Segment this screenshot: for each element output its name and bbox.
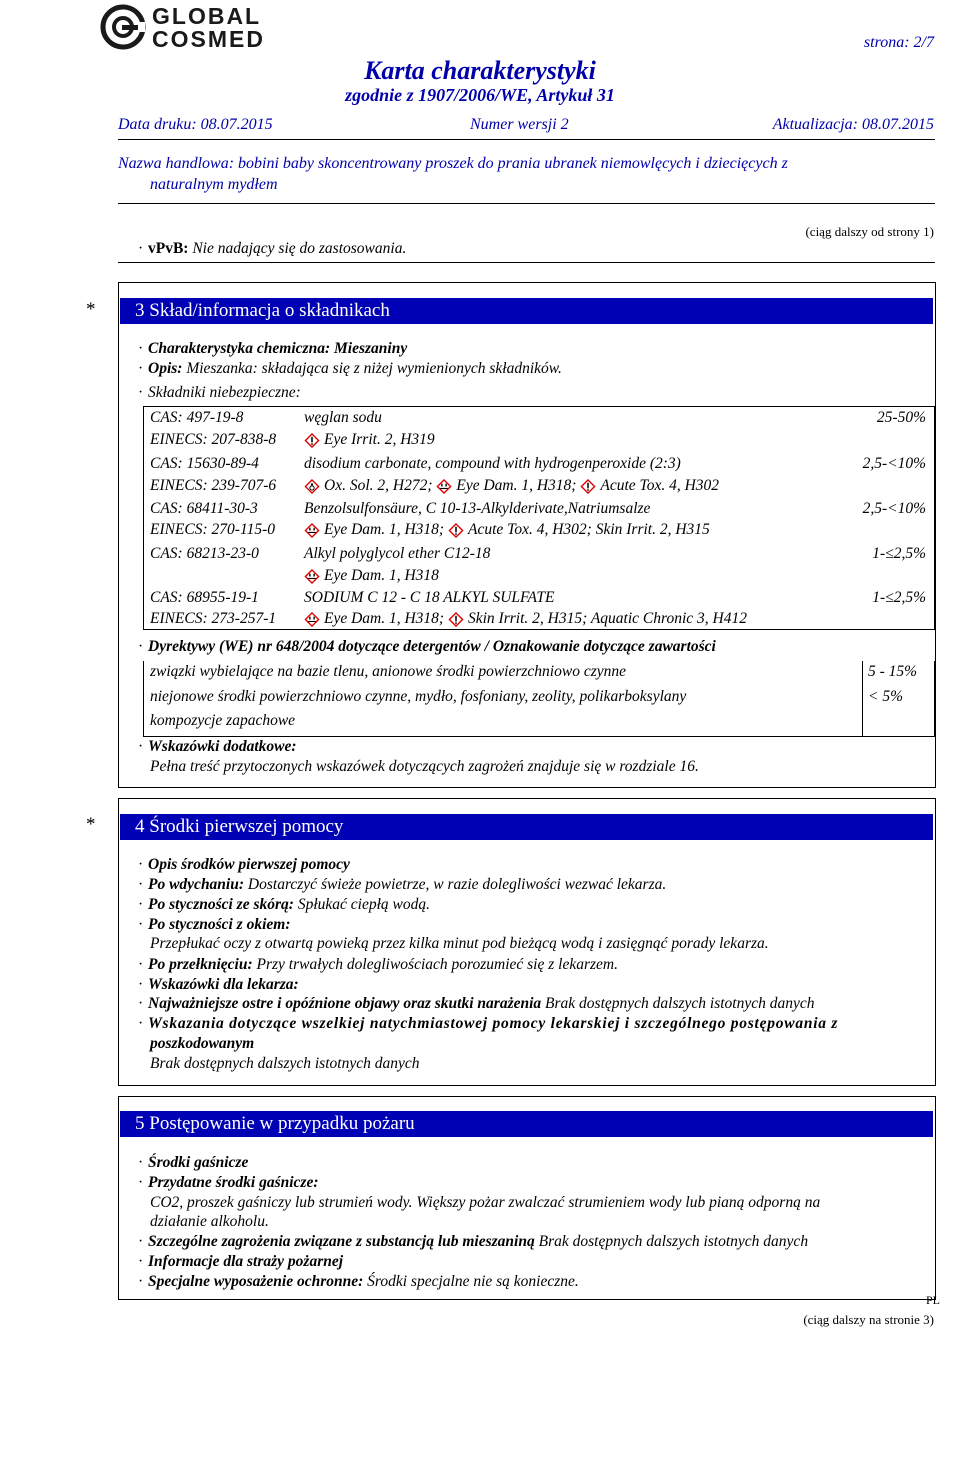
component-3-einecs: EINECS: 270-115-0 [150, 521, 275, 538]
component-5-name: SODIUM C 12 - C 18 ALKYL SULFATE [304, 589, 555, 606]
component-5-hazards [304, 610, 747, 628]
component-2-einecs: EINECS: 239-707-6 [150, 477, 277, 494]
first-aid-description: · Opis środków pierwszej pomocy [138, 856, 350, 873]
component-1-hazard [304, 431, 435, 449]
section-3-change-marker: * [86, 299, 96, 320]
component-2-hazard-1: Ox. Sol. 2, H272; [324, 477, 433, 494]
component-1-einecs: EINECS: 207-838-8 [150, 431, 277, 448]
document-subtitle: zgodnie z 1907/2006/WE, Artykuł 31 [345, 85, 615, 105]
doctor-notes-label: Wskazówki dla lekarza: [148, 976, 299, 993]
symptoms-line: · Najważniejsze ostre i opóźnione objawy oraz skutki narażenia Brak dostępnych dalszych istotnych danych [138, 995, 815, 1012]
hazardous-components-label: Składniki niebezpieczne: [148, 384, 301, 401]
component-5-cas: CAS: 68955-19-1 [150, 589, 259, 606]
corrosion-pictogram-icon [304, 569, 320, 584]
suitable-media-text-1: CO2, proszek gaśniczy lub strumień wody. Większy pożar zwalczać strumieniem wody lub pianą odporną na [150, 1194, 821, 1211]
protective-equipment-text: Środki specjalne nie są konieczne. [367, 1273, 579, 1290]
corrosion-pictogram-icon [304, 523, 320, 538]
detergent-contents-table [143, 661, 935, 737]
detergent-row-1-value: 5 - 15% [868, 663, 918, 680]
logo-text-cosmed: COSMED [152, 26, 265, 52]
components-table [143, 406, 935, 630]
detergent-table-column-divider [862, 661, 863, 736]
detergent-row-1-label: związki wybielające na bazie tlenu, anionowe środki powierzchniowo czynne [150, 663, 626, 680]
firefighters-info: · Informacje dla straży pożarnej [138, 1253, 344, 1270]
component-3-hazards [304, 521, 710, 539]
component-1-hazard-text: Eye Irrit. 2, H319 [324, 431, 435, 448]
skin-contact-label: Po styczności ze skórą: [148, 896, 294, 913]
vpvb-divider [118, 262, 935, 263]
inhalation-text: Dostarczyć świeże powietrze, w razie dolegliwości wezwać lekarza. [247, 876, 667, 893]
description-text: Mieszanka: składająca się z niżej wymienionych składników. [186, 360, 562, 377]
hazardous-components-line: · Składniki niebezpieczne: [138, 384, 301, 401]
logo-g-icon [100, 4, 146, 50]
company-logo [100, 4, 300, 50]
skin-contact-line: · Po styczności ze skórą: Spłukać ciepłą wodą. [138, 896, 430, 913]
swallowing-line: · Po przełknięciu: Przy trwałych dolegliwościach porozumieć się z lekarzem. [138, 956, 618, 973]
page-number: strona: 2/7 [863, 34, 934, 51]
component-3-name: Benzolsulfonsäure, C 10-13-Alkylderivate,Natriumsalze [304, 500, 651, 517]
component-2-hazards [304, 477, 719, 495]
suitable-media-label: Przydatne środki gaśnicze: [148, 1174, 319, 1191]
exclamation-pictogram-icon [448, 523, 464, 538]
section-3-title: 3 Skład/informacja o składnikach [120, 298, 933, 324]
component-2-cas: CAS: 15630-89-4 [150, 455, 259, 472]
component-2-hazard-3: Acute Tox. 4, H302 [600, 477, 720, 494]
detergent-row-2-label: niejonowe środki powierzchniowo czynne, mydło, fosfoniany, zeolity, polikarboksylany [150, 688, 687, 705]
component-3-cas: CAS: 68411-30-3 [150, 500, 258, 517]
doctor-notes-line: · Wskazówki dla lekarza: [138, 976, 299, 993]
eye-contact-line: · Po styczności z okiem: [138, 916, 291, 933]
extinguishing-media: · Środki gaśnicze [138, 1154, 249, 1171]
swallowing-label: Po przełknięciu: [148, 956, 253, 973]
additional-notes-text: Pełna treść przytoczonych wskazówek dotyczących zagrożeń znajduje się w rozdziale 16. [150, 758, 699, 775]
version-number: Numer wersji 2 [470, 116, 569, 133]
section-5-title: 5 Postępowanie w przypadku pożaru [120, 1111, 933, 1137]
component-2-hazard-2: Eye Dam. 1, H318; [456, 477, 577, 494]
detergent-row-3-label: kompozycje zapachowe [150, 712, 296, 729]
exclamation-pictogram-icon [448, 612, 464, 627]
vpvb-line: · vPvB: Nie nadający się do zastosowania. [138, 240, 407, 257]
immediate-aid-label-1: Wskazania dotyczące wszelkiej natychmiastowej pomocy lekarskiej i szczególnego postępowania z [148, 1015, 839, 1032]
description-label: Opis: [148, 360, 183, 377]
trade-name-line-1: Nazwa handlowa: bobini baby skoncentrowany proszek do prania ubranek niemowlęcych i dziecięcych z [118, 155, 788, 172]
special-hazards-line: · Szczególne zagrożenia związane z substancją lub mieszaniną Brak dostępnych dalszych istotnych danych [138, 1233, 809, 1250]
component-2-name: disodium carbonate, compound with hydrogenperoxide (2:3) [304, 455, 681, 472]
inhalation-label: Po wdychaniu: [148, 876, 245, 893]
firefighters-info-label: Informacje dla straży pożarnej [148, 1253, 344, 1270]
eye-contact-label: Po styczności z okiem: [148, 916, 291, 933]
continued-from: (ciąg dalszy od strony 1) [805, 224, 934, 239]
additional-notes-line: · Wskazówki dodatkowe: [138, 738, 297, 755]
continued-to: (ciąg dalszy na stronie 3) [803, 1312, 934, 1327]
exclamation-pictogram-icon [580, 479, 596, 494]
language-code: PL [925, 1293, 940, 1307]
trade-name-divider [118, 203, 935, 204]
special-hazards-label: Szczególne zagrożenia związane z substancją lub mieszaniną [148, 1233, 535, 1250]
first-aid-description-label: Opis środków pierwszej pomocy [148, 856, 350, 873]
header-divider [118, 139, 935, 140]
component-4-hazard-1: Eye Dam. 1, H318 [324, 567, 439, 584]
component-4-name: Alkyl polyglycol ether C12-18 [304, 545, 491, 562]
detergent-row-2-value: < 5% [868, 688, 903, 705]
exclamation-pictogram-icon [304, 433, 320, 448]
immediate-aid-label-2: poszkodowanym [150, 1035, 255, 1052]
immediate-aid-line: · Wskazania dotyczące wszelkiej natychmiastowej pomocy lekarskiej i szczególnego postępowania z [138, 1015, 839, 1032]
swallowing-text: Przy trwałych dolegliwościach porozumieć się z lekarzem. [256, 956, 618, 973]
component-3-hazard-2: Acute Tox. 4, H302; Skin Irrit. 2, H315 [467, 521, 710, 538]
component-2-percentage: 2,5-<10% [862, 455, 926, 472]
chemical-characteristics: · Charakterystyka chemiczna: Mieszaniny [138, 340, 408, 357]
protective-equipment-label: Specjalne wyposażenie ochronne: [148, 1273, 364, 1290]
section-4-change-marker: * [86, 814, 96, 835]
component-1-percentage: 25-50% [876, 409, 926, 426]
component-5-hazard-1: Eye Dam. 1, H318; [324, 610, 445, 627]
document-title: Karta charakterystyki [364, 56, 596, 85]
detergent-directive-line: · Dyrektywy (WE) nr 648/2004 dotyczące detergentów / Oznakowanie dotyczące zawartości [138, 638, 716, 655]
additional-notes-label: Wskazówki dodatkowe: [148, 738, 297, 755]
eye-contact-text: Przepłukać oczy z otwartą powieką przez kilka minut pod bieżącą wodą i zasięgnąć porady lekarza. [150, 935, 769, 952]
component-5-percentage: 1-≤2,5% [872, 589, 926, 606]
corrosion-pictogram-icon [436, 479, 452, 494]
component-5-hazard-2: Skin Irrit. 2, H315; Aquatic Chronic 3, H412 [467, 610, 747, 627]
symptoms-label: Najważniejsze ostre i opóźnione objawy oraz skutki narażenia [148, 995, 542, 1012]
component-4-cas: CAS: 68213-23-0 [150, 545, 259, 562]
protective-equipment-line: · Specjalne wyposażenie ochronne: Środki specjalne nie są konieczne. [138, 1273, 579, 1290]
component-4-hazards [304, 567, 439, 585]
component-1-cas: CAS: 497-19-8 [150, 409, 244, 426]
vpvb-label: vPvB: [148, 240, 189, 257]
component-4-percentage: 1-≤2,5% [872, 545, 926, 562]
detergent-directive-label: Dyrektywy (WE) nr 648/2004 dotyczące detergentów / Oznakowanie dotyczące zawartości [148, 638, 716, 655]
special-hazards-text: Brak dostępnych dalszych istotnych danych [538, 1233, 809, 1250]
suitable-media-text-2: działanie alkoholu. [150, 1213, 269, 1230]
immediate-aid-text: Brak dostępnych dalszych istotnych danych [150, 1055, 420, 1072]
description-line: · Opis: Mieszanka: składająca się z niżej wymienionych składników. [138, 360, 562, 377]
component-1-name: węglan sodu [304, 409, 382, 426]
symptoms-text: Brak dostępnych dalszych istotnych danych [545, 995, 815, 1012]
logo-text-global: GLOBAL [152, 3, 262, 29]
component-3-hazard-1: Eye Dam. 1, H318; [324, 521, 445, 538]
skin-contact-text: Spłukać ciepłą wodą. [297, 896, 430, 913]
component-5-einecs: EINECS: 273-257-1 [150, 610, 277, 627]
chemical-characteristics-label: Charakterystyka chemiczna: Mieszaniny [148, 340, 408, 357]
print-date: Data druku: 08.07.2015 [118, 116, 273, 133]
suitable-media-line: · Przydatne środki gaśnicze: [138, 1174, 319, 1191]
update-date: Aktualizacja: 08.07.2015 [772, 116, 934, 133]
inhalation-line: · Po wdychaniu: Dostarczyć świeże powietrze, w razie dolegliwości wezwać lekarza. [138, 876, 667, 893]
extinguishing-media-label: Środki gaśnicze [148, 1154, 249, 1171]
section-4-title: 4 Środki pierwszej pomocy [120, 814, 933, 840]
trade-name-line-2: naturalnym mydłem [150, 176, 278, 193]
vpvb-text: Nie nadający się do zastosowania. [192, 240, 407, 257]
oxidizer-pictogram-icon [304, 479, 320, 494]
corrosion-pictogram-icon [304, 612, 320, 627]
component-3-percentage: 2,5-<10% [862, 500, 926, 517]
